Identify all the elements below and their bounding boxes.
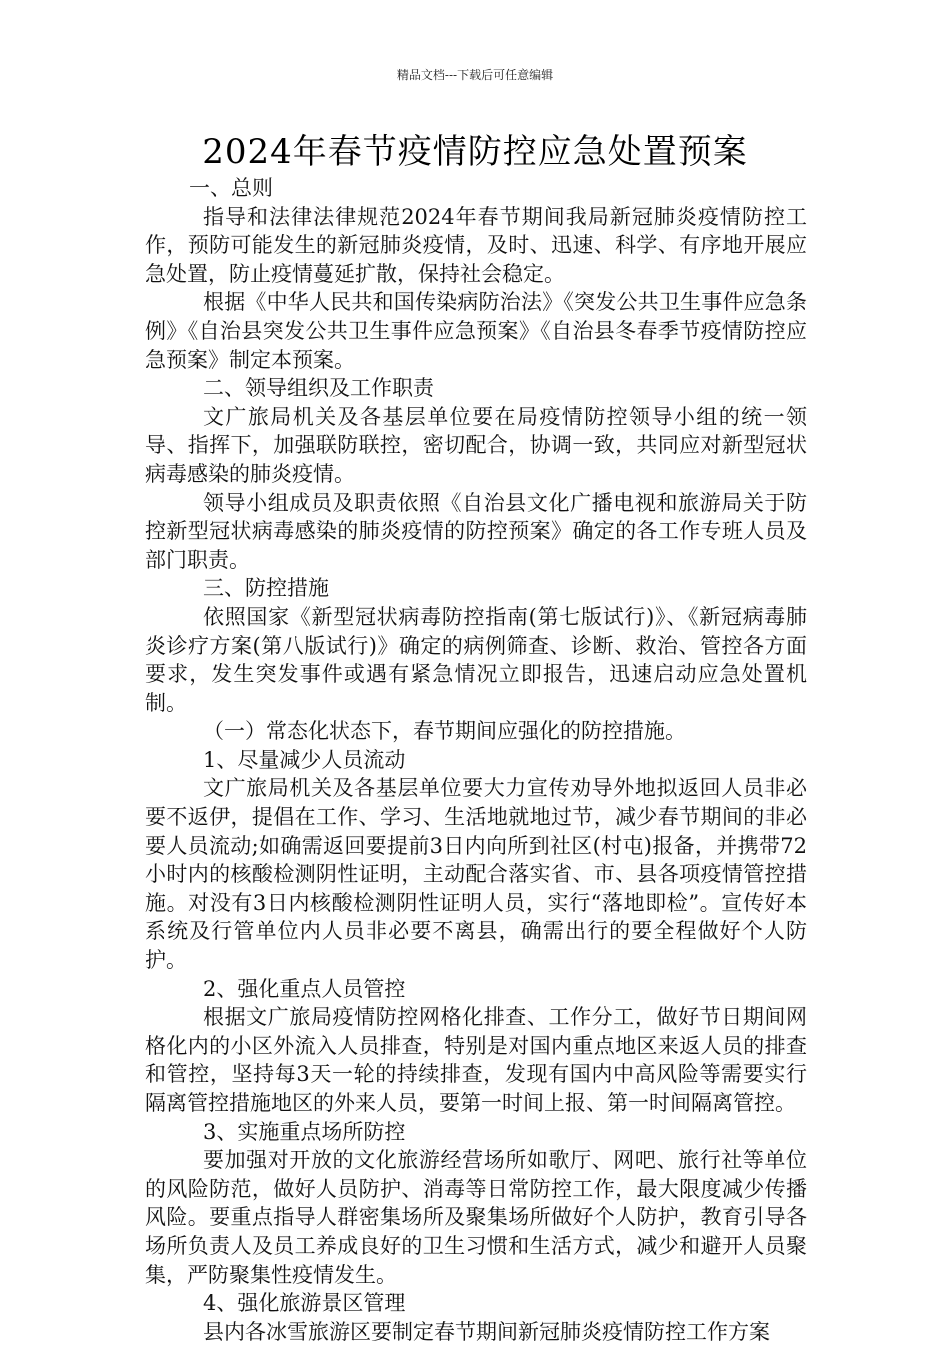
paragraph: 根据文广旅局疫情防控网格化排查、工作分工，做好节日期间网格化内的小区外流入人员排查，特别是对国内重点地区来返人员的排查和管控，坚持每3天一轮的持续排查，发现有国内中高风险等需要实行隔离管控措施地区的外来人员，要第一时间上报、第一时间隔离管控。 (145, 1005, 807, 1115)
paragraph: 县内各冰雪旅游区要制定春节期间新冠肺炎疫情防控工作方案 (203, 1319, 770, 1344)
header-note: 精品文档---下载后可任意编辑 (396, 68, 554, 82)
paragraph: 指导和法律法律规范2024年春节期间我局新冠肺炎疫情防控工作，预防可能发生的新冠肺炎疫情，及时、迅速、科学、有序地开展应急处置，防止疫情蔓延扩散，保持社会稳定。 (145, 204, 807, 286)
subsection-heading: （一）常态化状态下，春节期间应强化的防控措施。 (203, 719, 686, 744)
document-title: 2024年春节疫情防控应急处置预案 (202, 132, 748, 172)
item-heading: 3、实施重点场所防控 (203, 1119, 406, 1144)
paragraph: 领导小组成员及职责依照《自治县文化广播电视和旅游局关于防控新型冠状病毒感染的肺炎疫情的防控预案》确定的各工作专班人员及部门职责。 (145, 490, 807, 572)
section-heading: 二、领导组织及工作职责 (203, 376, 434, 401)
item-heading: 1、尽量减少人员流动 (203, 747, 406, 772)
section-heading: 一、总则 (189, 176, 273, 200)
paragraph: 文广旅局机关及各基层单位要大力宣传劝导外地拟返回人员非必要不返伊，提倡在工作、学习、生活地就地过节，减少春节期间的非必要人员流动;如确需返回要提前3日内向所到社区(村屯)报备，并携带72小时内的核酸检测阴性证明，主动配合落实省、市、县各项疫情管控措施。对没有3日内核酸检测阴性证明人员，实行“落地即检”。宣传好本系统及行管单位内人员非必要不离县，确需出行的要全程做好个人防护。 (145, 776, 807, 973)
paragraph: 要加强对开放的文化旅游经营场所如歌厅、网吧、旅行社等单位的风险防范，做好人员防护、消毒等日常防控工作，最大限度减少传播风险。要重点指导人群密集场所及聚集场所做好个人防护，教育引导各场所负责人及员工养成良好的卫生习惯和生活方式，减少和避开人员聚集，严防聚集性疫情发生。 (145, 1148, 807, 1287)
paragraph: 文广旅局机关及各基层单位要在局疫情防控领导小组的统一领导、指挥下，加强联防联控，密切配合，协调一致，共同应对新型冠状病毒感染的肺炎疫情。 (145, 404, 807, 486)
paragraph: 依照国家《新型冠状病毒防控指南(第七版试行)》、《新冠病毒肺炎诊疗方案(第八版试行)》确定的病例筛查、诊断、救治、管控各方面要求，发生突发事件或遇有紧急情况立即报告，迅速启动应急处置机制。 (145, 604, 807, 715)
section-heading: 三、防控措施 (203, 576, 329, 601)
item-heading: 2、强化重点人员管控 (203, 976, 406, 1001)
document-body (145, 174, 807, 1346)
item-heading: 4、强化旅游景区管理 (203, 1291, 406, 1316)
paragraph: 根据《中华人民共和国传染病防治法》《突发公共卫生事件应急条例》《自治县突发公共卫生事件应急预案》《自治县冬春季节疫情防控应急预案》制定本预案。 (145, 290, 807, 372)
